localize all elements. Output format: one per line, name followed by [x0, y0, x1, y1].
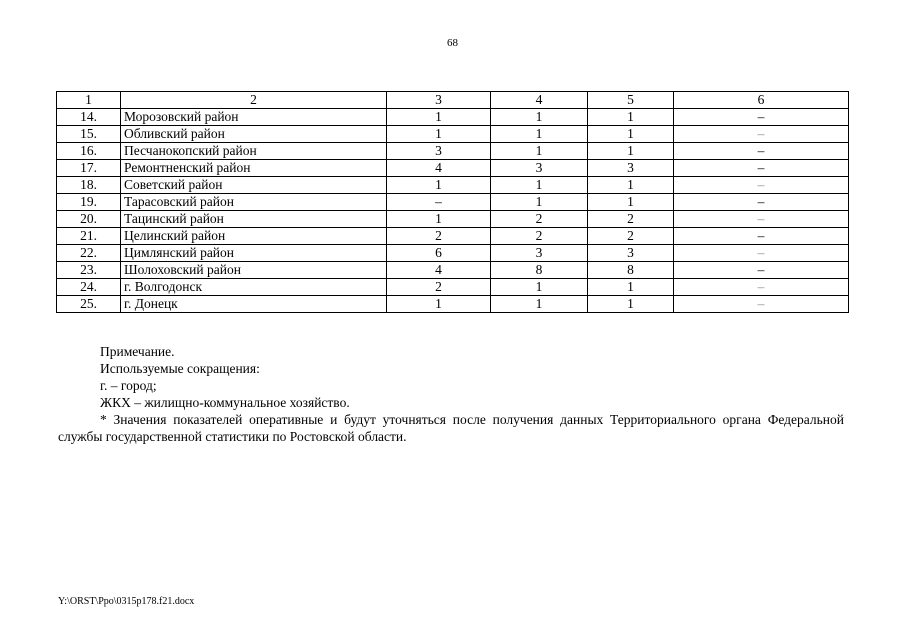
column-6-cell: –	[674, 211, 849, 228]
column-6-cell: –	[674, 109, 849, 126]
district-name-cell: Тарасовский район	[121, 194, 387, 211]
district-name-cell: Тацинский район	[121, 211, 387, 228]
page-number: 68	[447, 37, 458, 49]
column-4-cell: 1	[491, 296, 588, 313]
column-5-cell: 1	[588, 279, 674, 296]
column-4-cell: 1	[491, 126, 588, 143]
column-4-cell: 1	[491, 177, 588, 194]
table-row	[57, 211, 849, 228]
column-3-cell: 1	[387, 211, 491, 228]
district-name-cell: г. Волгодонск	[121, 279, 387, 296]
column-3-cell: 1	[387, 126, 491, 143]
column-3-cell: –	[387, 194, 491, 211]
district-name-cell: Советский район	[121, 177, 387, 194]
table-row	[57, 262, 849, 279]
header-cell-3: 3	[387, 92, 491, 109]
column-4-cell: 3	[491, 245, 588, 262]
row-number-cell: 25.	[57, 296, 121, 313]
table-row	[57, 279, 849, 296]
column-3-cell: 3	[387, 143, 491, 160]
abbreviations-heading: Используемые сокращения:	[100, 361, 260, 376]
row-number-cell: 17.	[57, 160, 121, 177]
row-number-cell: 16.	[57, 143, 121, 160]
column-5-cell: 1	[588, 126, 674, 143]
column-3-cell: 1	[387, 296, 491, 313]
district-name-cell: Шолоховский район	[121, 262, 387, 279]
column-3-cell: 1	[387, 109, 491, 126]
column-3-cell: 1	[387, 177, 491, 194]
column-5-cell: 2	[588, 211, 674, 228]
district-name-cell: Ремонтненский район	[121, 160, 387, 177]
abbreviation-city: г. – город;	[100, 378, 157, 393]
footer-file-path: Y:\ORST\Ppo\0315p178.f21.docx	[58, 596, 195, 607]
column-5-cell: 1	[588, 143, 674, 160]
table-row	[57, 177, 849, 194]
notes-section	[58, 343, 844, 445]
column-4-cell: 2	[491, 228, 588, 245]
column-5-cell: 3	[588, 160, 674, 177]
header-cell-4: 4	[491, 92, 588, 109]
column-3-cell: 2	[387, 228, 491, 245]
footnote-text: * Значения показателей оперативные и будут уточняться после получения данных Территориального органа Федеральной службы государственной статистики по Ростовской области.	[58, 412, 844, 444]
header-cell-6: 6	[674, 92, 849, 109]
district-name-cell: Песчанокопский район	[121, 143, 387, 160]
column-3-cell: 4	[387, 160, 491, 177]
table-row	[57, 194, 849, 211]
column-3-cell: 4	[387, 262, 491, 279]
column-5-cell: 1	[588, 194, 674, 211]
column-3-cell: 6	[387, 245, 491, 262]
column-5-cell: 3	[588, 245, 674, 262]
column-5-cell: 1	[588, 177, 674, 194]
row-number-cell: 22.	[57, 245, 121, 262]
column-6-cell: –	[674, 228, 849, 245]
table-body	[57, 92, 849, 313]
row-number-cell: 23.	[57, 262, 121, 279]
row-number-cell: 18.	[57, 177, 121, 194]
row-number-cell: 14.	[57, 109, 121, 126]
column-4-cell: 1	[491, 109, 588, 126]
data-table	[56, 91, 849, 313]
district-name-cell: Обливский район	[121, 126, 387, 143]
table-row	[57, 296, 849, 313]
district-name-cell: г. Донецк	[121, 296, 387, 313]
district-name-cell: Целинский район	[121, 228, 387, 245]
table-row	[57, 245, 849, 262]
column-6-cell: –	[674, 245, 849, 262]
table-row	[57, 126, 849, 143]
column-5-cell: 8	[588, 262, 674, 279]
notes-title: Примечание.	[100, 344, 175, 359]
column-5-cell: 1	[588, 109, 674, 126]
header-cell-5: 5	[588, 92, 674, 109]
column-6-cell: –	[674, 262, 849, 279]
row-number-cell: 19.	[57, 194, 121, 211]
row-number-cell: 15.	[57, 126, 121, 143]
row-number-cell: 20.	[57, 211, 121, 228]
district-name-cell: Цимлянский район	[121, 245, 387, 262]
column-5-cell: 2	[588, 228, 674, 245]
row-number-cell: 21.	[57, 228, 121, 245]
column-6-cell: –	[674, 126, 849, 143]
table-row	[57, 143, 849, 160]
table-row	[57, 228, 849, 245]
table-row	[57, 109, 849, 126]
column-4-cell: 1	[491, 279, 588, 296]
abbreviation-zhkh: ЖКХ – жилищно-коммунальное хозяйство.	[100, 395, 350, 410]
column-4-cell: 3	[491, 160, 588, 177]
column-4-cell: 8	[491, 262, 588, 279]
column-6-cell: –	[674, 279, 849, 296]
column-6-cell: –	[674, 143, 849, 160]
row-number-cell: 24.	[57, 279, 121, 296]
column-6-cell: –	[674, 160, 849, 177]
column-4-cell: 1	[491, 143, 588, 160]
district-name-cell: Морозовский район	[121, 109, 387, 126]
header-cell-1: 1	[57, 92, 121, 109]
column-4-cell: 1	[491, 194, 588, 211]
column-3-cell: 2	[387, 279, 491, 296]
column-6-cell: –	[674, 177, 849, 194]
column-6-cell: –	[674, 194, 849, 211]
column-5-cell: 1	[588, 296, 674, 313]
column-6-cell: –	[674, 296, 849, 313]
table-header-row	[57, 92, 849, 109]
table-row	[57, 160, 849, 177]
header-cell-2: 2	[121, 92, 387, 109]
column-4-cell: 2	[491, 211, 588, 228]
